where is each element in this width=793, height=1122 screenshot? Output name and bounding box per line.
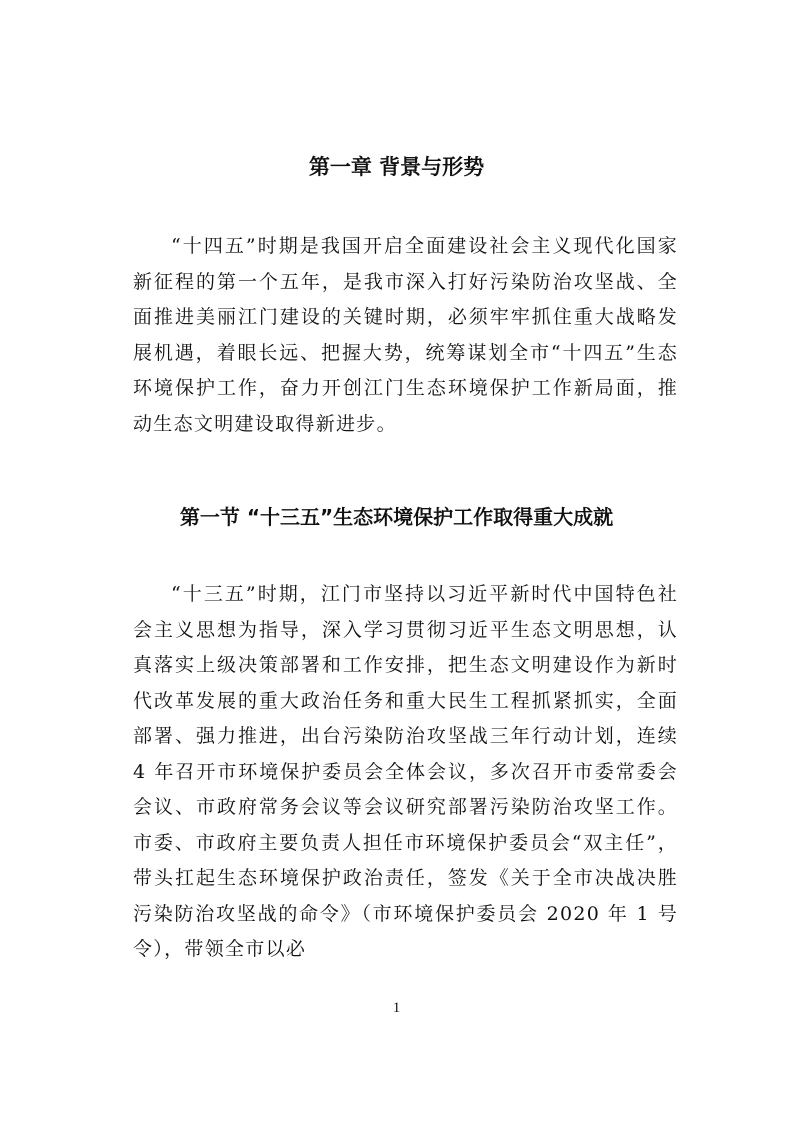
intro-paragraph: “十四五”时期是我国开启全面建设社会主义现代化国家新征程的第一个五年，是我市深入打好污染防治攻坚战、全面推进美丽江门建设的关键时期，必须牢牢抓住重大战略发展机遇，着眼长远、把握大势，统筹谋划全市“十四五”生态环境保护工作，奋力开创江门生态环境保护工作新局面，推动生态文明建设取得新进步。 (133, 235, 678, 435)
section-title: 第一节 “十三五”生态环境保护工作取得重大成就 (179, 505, 614, 529)
chapter-title: 第一章 背景与形势 (308, 155, 485, 179)
section-paragraph: “十三五”时期，江门市坚持以习近平新时代中国特色社会主义思想为指导，深入学习贯彻习近平生态文明思想，认真落实上级决策部署和工作安排，把生态文明建设作为新时代改革发展的重大政治任务和重大民生工程抓紧抓实，全面部署、强力推进，出台污染防治攻坚战三年行动计划，连续 4 年召开市环境保护委员会全体会议，多次召开市委常委会会议、市政府常务会议等会议研究部署污染防治攻坚工作。市委、市政府主要负责人担任市环境保护委员会“双主任”，带头扛起生态环境保护政治责任，签发《关于全市决战决胜污染防治攻坚战的命令》（市环境保护委员会 2020 年 1 号令），带领全市以必 (133, 583, 678, 960)
page-number: 1 (392, 1000, 401, 1016)
